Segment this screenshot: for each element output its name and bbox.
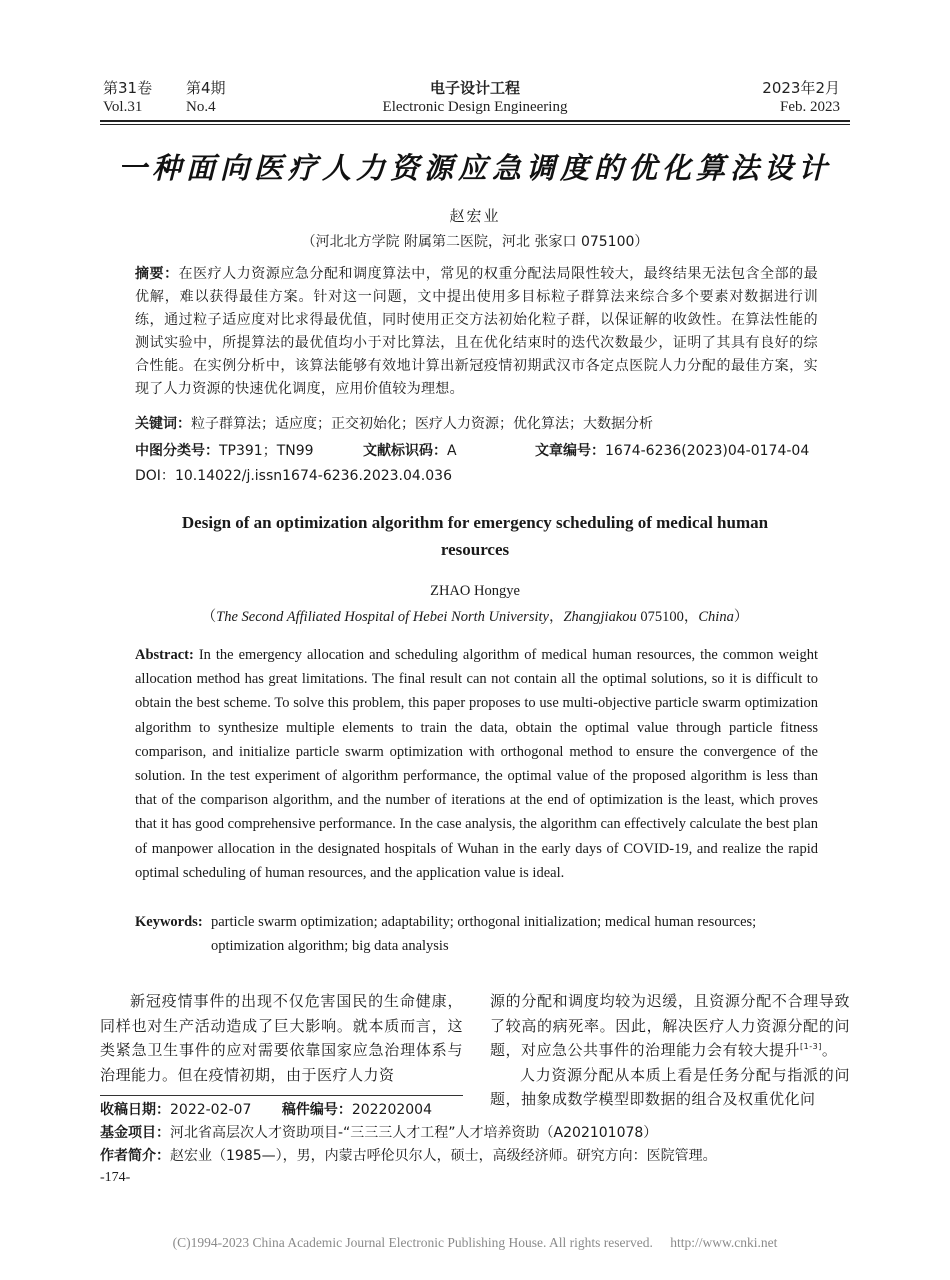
copyright-text: (C)1994-2023 China Academic Journal Electronic Publishing House. All rights reserved. — [172, 1235, 653, 1250]
abstract-cn-text: 在医疗人力资源应急分配和调度算法中，常见的权重分配法局限性较大，最终结果无法包含全部的最优解，难以获得最佳方案。针对这一问题，文中提出使用多目标粒子群算法来综合多个要素对数据进行训练，通过粒子适应度对比求得最优值，同时使用正交方法初始化粒子群，以保证解的收敛性。在算法性能的测试实验中，所提算法的最优值均小于对比算法，且在优化结束时的迭代次数最少，证明了其具有良好的综合性能。在实例分析中，该算法能够有效地计算出新冠疫情初期武汉市各定点医院人力分配的最佳方案，实现了人力资源的快速优化调度，应用价值较为理想。 — [135, 266, 819, 397]
header-rule-thick — [100, 120, 850, 122]
affiliation-cn: （河北北方学院 附属第二医院，河北 张家口 075100） — [301, 234, 649, 250]
header-volume-en: Vol.31 — [103, 99, 143, 115]
abstract-en-label: Abstract: — [135, 647, 194, 663]
doi-value: 10.14022/j.issn1674-6236.2023.04.036 — [174, 468, 452, 484]
header-rule-thin — [100, 124, 850, 125]
footnote-received: 收稿日期：2022-02-07 稿件编号：202202004 — [100, 1102, 432, 1118]
keywords-cn-label: 关键词： — [135, 416, 191, 432]
affiliation-en: （The Second Affiliated Hospital of Hebei North University，Zhangjiakou 075100，China） — [201, 609, 749, 625]
header-issue-cn: 第4期 — [186, 79, 226, 97]
header-date-en: Feb. 2023 — [780, 99, 840, 115]
footnote-fund: 基金项目：河北省高层次人才资助项目-“三三三人才工程”人才培养资助（A202101078） — [100, 1125, 658, 1141]
footnote-rule — [100, 1095, 463, 1096]
author-cn: 赵宏业 — [449, 207, 501, 225]
abstract-cn-label: 摘要： — [135, 266, 179, 282]
header-journal-en: Electronic Design Engineering — [382, 99, 568, 115]
body-left-column: 新冠疫情事件的出现不仅危害国民的生命健康，同样也对生产活动造成了巨大影响。就本质而言，这类紧急卫生事件的应对需要依靠国家应急治理体系与治理能力。但在疫情初期，由于医疗人力资 — [100, 992, 463, 1084]
header-date-cn: 2023年2月 — [762, 79, 840, 97]
abstract-en — [135, 643, 818, 885]
author-en: ZHAO Hongye — [430, 583, 520, 599]
doi-label: DOI： — [135, 468, 175, 484]
clc-code: 中图分类号：TP391；TN99 — [135, 443, 314, 459]
page-number: -174- — [100, 1170, 131, 1185]
header-issue-en: No.4 — [186, 99, 216, 115]
keywords-en-text: particle swarm optimization; adaptability; orthogonal initialization; medical human resources; optimization algorithm; big data analysis — [211, 914, 757, 954]
doi — [135, 465, 818, 485]
header-journal-cn: 电子设计工程 — [429, 79, 520, 97]
title-en: Design of an optimization algorithm for emergency scheduling of medical human resources — [181, 513, 769, 559]
body-right-paragraph-1: 源的分配和调度均较为迟缓，且资源分配不合理导致了较高的病死率。因此，解决医疗人力资源分配的问题，对应急公共事件的治理能力会有较大提升[1-3]。 — [490, 992, 850, 1059]
keywords-en — [135, 910, 818, 958]
article-number: 文章编号：1674-6236(2023)04-0174-04 — [535, 443, 810, 459]
body-right-paragraph-2: 人力资源分配从本质上看是任务分配与指派的问题，抽象成数学模型即数据的组合及权重优化问 — [490, 1065, 850, 1108]
copyright-footer — [30, 1235, 920, 1251]
abstract-cn — [135, 263, 818, 401]
keywords-en-label: Keywords: — [135, 914, 203, 930]
footnote-author: 作者简介：赵宏业（1985—），男，内蒙古呼伦贝尔人，硕士，高级经济师。研究方向：医院管理。 — [100, 1148, 717, 1164]
body-right-column — [490, 989, 850, 1112]
title-cn: 一种面向医疗人力资源应急调度的优化算法设计 — [117, 151, 832, 185]
keywords-cn — [135, 413, 818, 433]
abstract-en-text: In the emergency allocation and scheduling algorithm of medical human resources, the common weight allocation method has great limitations. The final result can not contain all the optimal solutions, so it is difficult to obtain the best scheme. To solve this problem, this paper proposes to use multi-objective particle swarm optimization algorithm to synthesize multiple elements to train the data, obtain the optimal value through particle fitness comparison, and initialize particle swarm optimization with orthogonal method to ensure the convergence of the solution. In the test experiment of algorithm performance, the optimal value of the proposed algorithm is less than that of the comparison algorithm, and the number of iterations at the end of optimization is the least, which proves that it has good comprehensive performance. In the case analysis, the algorithm can effectively calculate the best plan of manpower allocation in the designated hospitals of Wuhan in the early days of COVID-19, and realize the rapid optimal scheduling of human resources, and the application value is ideal. — [135, 647, 819, 881]
header-volume-cn: 第31卷 — [103, 79, 153, 97]
citation-ref[interactable]: [1-3] — [800, 1042, 822, 1051]
cnki-link[interactable]: http://www.cnki.net — [670, 1235, 778, 1250]
keywords-cn-text: 粒子群算法；适应度；正交初始化；医疗人力资源；优化算法；大数据分析 — [191, 416, 653, 432]
doc-code: 文献标识码：A — [363, 443, 457, 459]
